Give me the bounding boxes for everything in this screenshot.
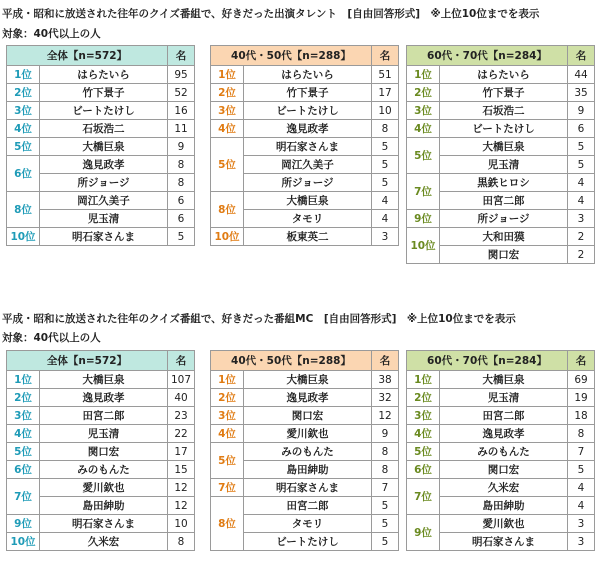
rank-cell: 5位 — [407, 138, 440, 174]
count-cell: 5 — [568, 156, 595, 174]
count-cell: 5 — [168, 228, 195, 246]
count-cell: 10 — [168, 515, 195, 533]
table-row — [7, 389, 195, 407]
rank-cell: 4位 — [7, 425, 40, 443]
name-cell: 大橋巨泉 — [244, 371, 372, 389]
count-cell: 6 — [168, 210, 195, 228]
rank-cell: 5位 — [7, 443, 40, 461]
count-header: 名 — [372, 46, 399, 66]
name-cell: 所ジョージ — [440, 210, 568, 228]
count-cell: 51 — [372, 66, 399, 84]
rank-cell: 1位 — [407, 66, 440, 84]
count-cell: 16 — [168, 102, 195, 120]
name-cell: 明石家さんま — [40, 228, 168, 246]
table-row — [211, 407, 399, 425]
table-row — [7, 371, 195, 389]
table-row — [7, 407, 195, 425]
ranking-table — [6, 45, 195, 246]
name-cell: みのもんた — [440, 443, 568, 461]
name-cell: 明石家さんま — [244, 138, 372, 156]
count-cell: 5 — [568, 461, 595, 479]
group-header: 全体【n=572】 — [7, 351, 168, 371]
count-cell: 6 — [168, 192, 195, 210]
rank-cell: 3位 — [407, 102, 440, 120]
count-cell: 2 — [568, 246, 595, 264]
table-row — [211, 102, 399, 120]
name-cell: 竹下景子 — [244, 84, 372, 102]
name-cell: 関口宏 — [440, 461, 568, 479]
count-cell: 12 — [168, 497, 195, 515]
table-row — [407, 407, 595, 425]
count-cell: 9 — [568, 102, 595, 120]
rank-cell: 6位 — [7, 156, 40, 192]
rank-cell: 1位 — [211, 66, 244, 84]
count-cell: 5 — [372, 138, 399, 156]
count-cell: 3 — [372, 228, 399, 246]
count-cell: 23 — [168, 407, 195, 425]
name-cell: 大橋巨泉 — [244, 192, 372, 210]
name-cell: 愛川欽也 — [244, 425, 372, 443]
rank-cell: 9位 — [407, 515, 440, 551]
ranking-table — [406, 45, 595, 264]
name-cell: 大橋巨泉 — [40, 371, 168, 389]
count-cell: 35 — [568, 84, 595, 102]
ranking-table — [6, 350, 195, 551]
count-cell: 5 — [372, 515, 399, 533]
table-row — [211, 443, 399, 461]
count-header: 名 — [372, 351, 399, 371]
name-cell: 所ジョージ — [40, 174, 168, 192]
table-row — [7, 425, 195, 443]
rank-cell: 10位 — [7, 533, 40, 551]
table-header-row — [7, 46, 195, 66]
table-row — [7, 228, 195, 246]
table-row — [407, 443, 595, 461]
name-cell: 児玉清 — [40, 210, 168, 228]
name-cell: はらたいら — [244, 66, 372, 84]
ranking-table — [210, 350, 399, 551]
name-cell: 大和田獏 — [440, 228, 568, 246]
rank-cell: 10位 — [211, 228, 244, 246]
rank-cell: 1位 — [211, 371, 244, 389]
table-row — [211, 479, 399, 497]
table-row — [211, 192, 399, 210]
name-cell: 明石家さんま — [440, 533, 568, 551]
name-cell: 逸見政孝 — [40, 156, 168, 174]
rank-cell: 3位 — [211, 407, 244, 425]
name-cell: 久米宏 — [40, 533, 168, 551]
name-cell: 逸見政孝 — [244, 120, 372, 138]
table-row — [211, 371, 399, 389]
rank-cell: 5位 — [211, 443, 244, 479]
table-row — [7, 120, 195, 138]
count-cell: 12 — [372, 407, 399, 425]
table-header-row — [7, 351, 195, 371]
table-row — [211, 389, 399, 407]
table-row — [7, 479, 195, 497]
ranking-table — [210, 45, 399, 246]
table-row — [407, 461, 595, 479]
rank-cell: 7位 — [407, 174, 440, 210]
name-cell: 島田紳助 — [244, 461, 372, 479]
rank-cell: 5位 — [211, 138, 244, 192]
name-cell: 田宮二郎 — [40, 407, 168, 425]
table-row — [407, 66, 595, 84]
count-cell: 4 — [372, 192, 399, 210]
count-cell: 5 — [568, 138, 595, 156]
rank-cell: 7位 — [211, 479, 244, 497]
rank-cell: 2位 — [7, 389, 40, 407]
count-cell: 5 — [372, 497, 399, 515]
rank-cell: 2位 — [211, 84, 244, 102]
table-row — [7, 138, 195, 156]
count-cell: 4 — [568, 479, 595, 497]
name-cell: 関口宏 — [40, 443, 168, 461]
count-cell: 44 — [568, 66, 595, 84]
section-2-subtitle: 対象：40代以上の人 — [2, 332, 101, 344]
name-cell: 島田紳助 — [440, 497, 568, 515]
table-header-row — [211, 351, 399, 371]
table-row — [7, 192, 195, 210]
table-row — [407, 138, 595, 156]
count-cell: 11 — [168, 120, 195, 138]
rank-cell: 6位 — [7, 461, 40, 479]
rank-cell: 4位 — [407, 120, 440, 138]
name-cell: ビートたけし — [244, 102, 372, 120]
name-cell: 石坂浩二 — [40, 120, 168, 138]
count-header: 名 — [168, 351, 195, 371]
rank-cell: 5位 — [7, 138, 40, 156]
count-cell: 7 — [568, 443, 595, 461]
name-cell: はらたいら — [440, 66, 568, 84]
count-cell: 3 — [568, 533, 595, 551]
count-cell: 8 — [168, 533, 195, 551]
table-row — [211, 138, 399, 156]
table-row — [407, 425, 595, 443]
rank-cell: 8位 — [211, 192, 244, 228]
rank-cell: 5位 — [407, 443, 440, 461]
rank-cell: 4位 — [211, 425, 244, 443]
rank-cell: 3位 — [407, 407, 440, 425]
section-1-title: 平成・昭和に放送された往年のクイズ番組で、好きだった出演タレント [自由回答形式] ※上位10位までを表示 — [2, 8, 540, 20]
name-cell: みのもんた — [40, 461, 168, 479]
name-cell: 田宮二郎 — [244, 497, 372, 515]
section-2-title: 平成・昭和に放送された往年のクイズ番組で、好きだった番組MC [自由回答形式] ※上位10位までを表示 — [2, 313, 516, 325]
rank-cell: 2位 — [407, 389, 440, 407]
name-cell: 大橋巨泉 — [440, 138, 568, 156]
name-cell: 島田紳助 — [40, 497, 168, 515]
name-cell: 田宮二郎 — [440, 407, 568, 425]
table-row — [7, 515, 195, 533]
section-1-subtitle: 対象：40代以上の人 — [2, 28, 101, 40]
count-cell: 10 — [372, 102, 399, 120]
rank-cell: 7位 — [407, 479, 440, 515]
rank-cell: 10位 — [7, 228, 40, 246]
rank-cell: 2位 — [211, 389, 244, 407]
table-row — [211, 66, 399, 84]
name-cell: 逸見政孝 — [244, 389, 372, 407]
table-row — [407, 84, 595, 102]
rank-cell: 3位 — [211, 102, 244, 120]
count-cell: 4 — [372, 210, 399, 228]
count-cell: 6 — [568, 120, 595, 138]
count-cell: 32 — [372, 389, 399, 407]
count-cell: 17 — [168, 443, 195, 461]
name-cell: 田宮二郎 — [440, 192, 568, 210]
count-cell: 69 — [568, 371, 595, 389]
name-cell: 児玉清 — [440, 156, 568, 174]
count-cell: 3 — [568, 210, 595, 228]
count-cell: 15 — [168, 461, 195, 479]
name-cell: 逸見政孝 — [40, 389, 168, 407]
name-cell: 黒鉄ヒロシ — [440, 174, 568, 192]
name-cell: 愛川欽也 — [40, 479, 168, 497]
table-row — [211, 425, 399, 443]
count-cell: 2 — [568, 228, 595, 246]
name-cell: 岡江久美子 — [244, 156, 372, 174]
name-cell: 関口宏 — [440, 246, 568, 264]
group-header: 60代・70代【n=284】 — [407, 351, 568, 371]
ranking-table — [406, 350, 595, 551]
count-cell: 18 — [568, 407, 595, 425]
count-cell: 9 — [168, 138, 195, 156]
table-row — [407, 174, 595, 192]
count-cell: 38 — [372, 371, 399, 389]
count-cell: 95 — [168, 66, 195, 84]
group-header: 60代・70代【n=284】 — [407, 46, 568, 66]
name-cell: 明石家さんま — [244, 479, 372, 497]
table-row — [7, 102, 195, 120]
table-row — [407, 120, 595, 138]
count-cell: 5 — [372, 174, 399, 192]
count-cell: 8 — [168, 156, 195, 174]
count-cell: 8 — [568, 425, 595, 443]
count-cell: 5 — [372, 156, 399, 174]
rank-cell: 2位 — [7, 84, 40, 102]
name-cell: 児玉清 — [40, 425, 168, 443]
rank-cell: 2位 — [407, 84, 440, 102]
table-row — [7, 66, 195, 84]
name-cell: 竹下景子 — [40, 84, 168, 102]
rank-cell: 8位 — [211, 497, 244, 551]
rank-cell: 7位 — [7, 479, 40, 515]
rank-cell: 4位 — [211, 120, 244, 138]
count-cell: 4 — [568, 192, 595, 210]
table-row — [211, 120, 399, 138]
count-cell: 40 — [168, 389, 195, 407]
name-cell: はらたいら — [40, 66, 168, 84]
table-row — [407, 389, 595, 407]
rank-cell: 1位 — [7, 371, 40, 389]
table-row — [407, 479, 595, 497]
table-row — [211, 228, 399, 246]
count-header: 名 — [168, 46, 195, 66]
count-cell: 4 — [568, 497, 595, 515]
count-cell: 19 — [568, 389, 595, 407]
rank-cell: 3位 — [7, 407, 40, 425]
name-cell: 久米宏 — [440, 479, 568, 497]
rank-cell: 3位 — [7, 102, 40, 120]
count-cell: 12 — [168, 479, 195, 497]
name-cell: 大橋巨泉 — [440, 371, 568, 389]
table-header-row — [211, 46, 399, 66]
rank-cell: 6位 — [407, 461, 440, 479]
count-cell: 9 — [372, 425, 399, 443]
count-header: 名 — [568, 46, 595, 66]
count-cell: 8 — [372, 443, 399, 461]
count-cell: 17 — [372, 84, 399, 102]
count-cell: 22 — [168, 425, 195, 443]
table-header-row — [407, 351, 595, 371]
count-cell: 8 — [168, 174, 195, 192]
name-cell: 板東英二 — [244, 228, 372, 246]
table-row — [211, 84, 399, 102]
rank-cell: 9位 — [407, 210, 440, 228]
table-row — [407, 228, 595, 246]
name-cell: ビートたけし — [40, 102, 168, 120]
group-header: 40代・50代【n=288】 — [211, 46, 372, 66]
rank-cell: 1位 — [7, 66, 40, 84]
name-cell: タモリ — [244, 210, 372, 228]
rank-cell: 8位 — [7, 192, 40, 228]
table-row — [7, 443, 195, 461]
count-cell: 5 — [372, 533, 399, 551]
count-cell: 3 — [568, 515, 595, 533]
table-row — [7, 461, 195, 479]
table-header-row — [407, 46, 595, 66]
count-cell: 7 — [372, 479, 399, 497]
count-cell: 107 — [168, 371, 195, 389]
table-row — [7, 84, 195, 102]
count-cell: 8 — [372, 461, 399, 479]
name-cell: 児玉清 — [440, 389, 568, 407]
table-row — [7, 156, 195, 174]
rank-cell: 1位 — [407, 371, 440, 389]
name-cell: 竹下景子 — [440, 84, 568, 102]
table-row — [7, 533, 195, 551]
table-row — [407, 102, 595, 120]
table-row — [407, 371, 595, 389]
name-cell: 岡江久美子 — [40, 192, 168, 210]
rank-cell: 9位 — [7, 515, 40, 533]
name-cell: 明石家さんま — [40, 515, 168, 533]
name-cell: みのもんた — [244, 443, 372, 461]
table-row — [407, 210, 595, 228]
rank-cell: 4位 — [7, 120, 40, 138]
name-cell: 所ジョージ — [244, 174, 372, 192]
table-row — [407, 515, 595, 533]
count-cell: 8 — [372, 120, 399, 138]
rank-cell: 10位 — [407, 228, 440, 264]
name-cell: 愛川欽也 — [440, 515, 568, 533]
rank-cell: 4位 — [407, 425, 440, 443]
table-row — [211, 497, 399, 515]
group-header: 40代・50代【n=288】 — [211, 351, 372, 371]
name-cell: タモリ — [244, 515, 372, 533]
name-cell: 石坂浩二 — [440, 102, 568, 120]
name-cell: 逸見政孝 — [440, 425, 568, 443]
count-cell: 4 — [568, 174, 595, 192]
group-header: 全体【n=572】 — [7, 46, 168, 66]
name-cell: ビートたけし — [244, 533, 372, 551]
count-header: 名 — [568, 351, 595, 371]
name-cell: 関口宏 — [244, 407, 372, 425]
name-cell: 大橋巨泉 — [40, 138, 168, 156]
count-cell: 52 — [168, 84, 195, 102]
name-cell: ビートたけし — [440, 120, 568, 138]
